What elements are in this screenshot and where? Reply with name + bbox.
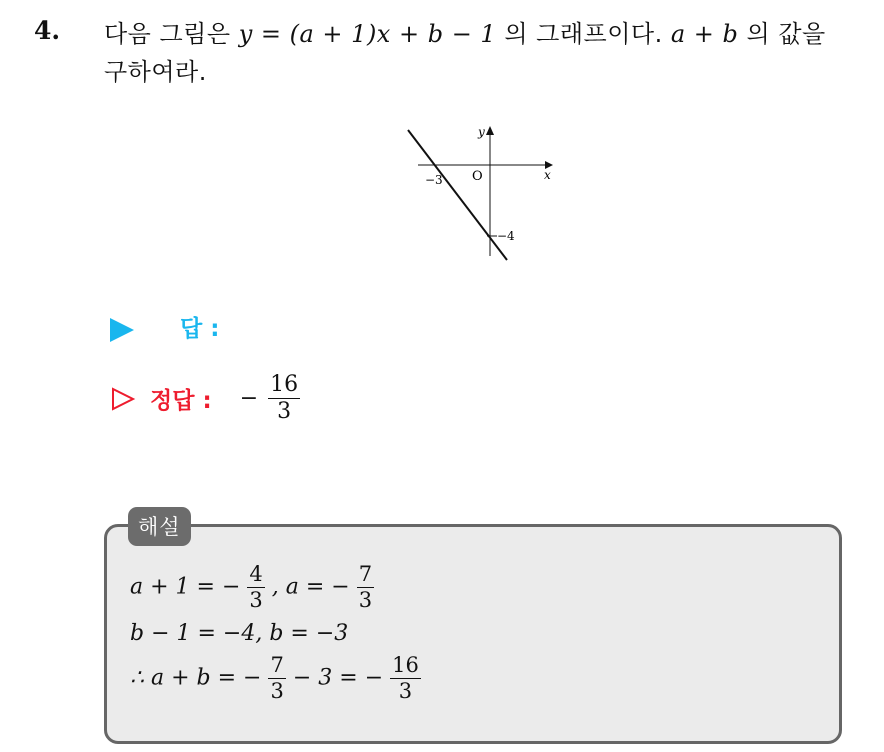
question-equation: y = (a + 1)x + b − 1 — [238, 20, 497, 48]
y-axis-arrow-icon — [486, 126, 494, 135]
solution-line-1 — [130, 562, 374, 613]
correct-answer-sign: − — [239, 386, 259, 411]
fraction-numerator: 16 — [392, 653, 419, 677]
correct-answer-denominator: 3 — [277, 399, 292, 424]
origin-label: O — [472, 169, 483, 184]
correct-answer-label: 정답 : — [150, 388, 212, 414]
question-text-line2: 구하여라. — [104, 58, 207, 86]
solution-line3-a: ∴ a + b = − — [130, 665, 262, 691]
question-text — [104, 15, 864, 91]
question-text-part2: 의 그래프이다. — [504, 20, 663, 48]
solution-line-3 — [130, 653, 421, 704]
graph-line — [408, 130, 507, 260]
solution-line1-fraction-2 — [357, 562, 374, 613]
question-text-part3: 의 값을 — [746, 20, 826, 48]
solution-line3-b: − 3 = − — [292, 665, 384, 691]
fraction-numerator: 7 — [270, 653, 284, 677]
solution-line1-a: a + 1 = − — [130, 574, 241, 600]
solution-line-2 — [130, 621, 348, 646]
outline-triangle-icon — [110, 386, 136, 412]
solution-line3-fraction-2 — [390, 653, 421, 704]
y-axis-label: y — [478, 125, 485, 139]
solution-line1-fraction-1 — [247, 562, 264, 613]
solution-line2-text: b − 1 = −4, b = −3 — [130, 621, 349, 646]
fraction-denominator: 3 — [270, 679, 284, 703]
line-graph — [400, 118, 560, 268]
solution-line3-fraction-1 — [268, 653, 285, 704]
fraction-numerator: 7 — [358, 562, 373, 586]
correct-answer-row — [110, 372, 300, 425]
question-text-part1: 다음 그림은 — [104, 20, 231, 48]
fraction-denominator: 3 — [249, 588, 263, 612]
correct-answer-fraction — [268, 372, 300, 425]
x-axis-label: x — [544, 168, 551, 182]
question-number: 4. — [34, 16, 61, 45]
correct-answer-numerator: 16 — [270, 372, 299, 397]
answer-label: 답 : — [180, 316, 220, 342]
fraction-denominator: 3 — [358, 588, 373, 612]
solution-line1-b: , a = − — [271, 574, 350, 600]
solution-tag: 해설 — [128, 507, 191, 546]
fraction-numerator: 4 — [249, 562, 263, 586]
question-sum-expression: a + b — [670, 20, 739, 48]
x-intercept-label: −3 — [425, 173, 443, 187]
y-intercept-label: −4 — [497, 229, 515, 243]
answer-row — [110, 310, 219, 343]
filled-triangle-icon — [110, 318, 134, 342]
fraction-denominator: 3 — [398, 679, 413, 703]
